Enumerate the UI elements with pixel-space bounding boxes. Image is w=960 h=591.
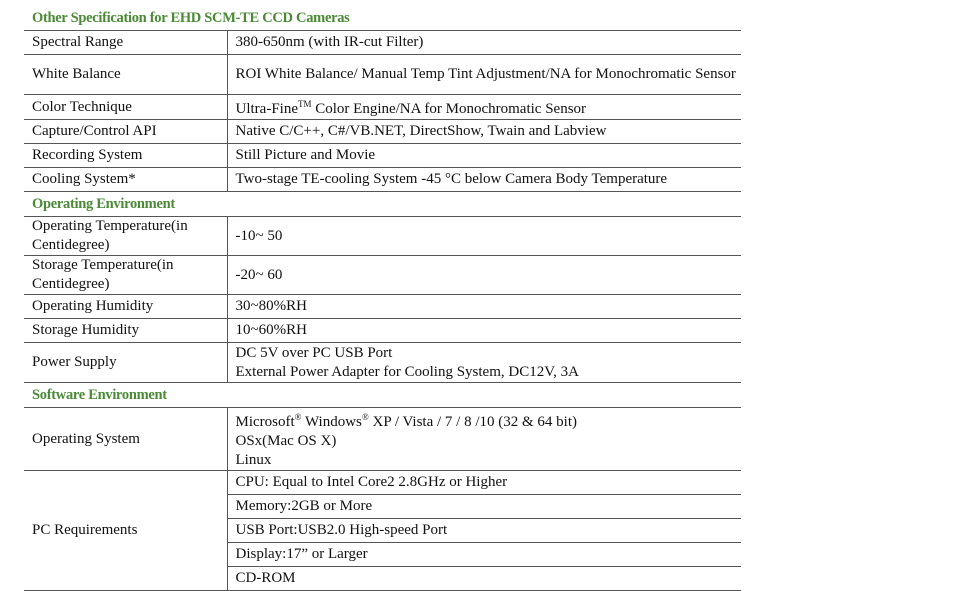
table-row xyxy=(24,343,741,383)
row-label: White Balance xyxy=(24,55,227,95)
row-value: Still Picture and Movie xyxy=(227,144,741,168)
row-value: Display:17” or Larger xyxy=(227,543,741,567)
row-label: PC Requirements xyxy=(24,471,227,591)
table-row xyxy=(24,295,741,319)
section-title: Operating Environment xyxy=(24,192,741,217)
row-value: CD-ROM xyxy=(227,567,741,591)
table-row xyxy=(24,471,741,495)
registered-mark: ® xyxy=(361,412,369,422)
row-label: Storage Humidity xyxy=(24,319,227,343)
table-row xyxy=(24,31,741,55)
row-value: Native C/C++, C#/VB.NET, DirectShow, Twain and Labview xyxy=(227,120,741,144)
section-header-operating xyxy=(24,192,741,217)
value-text: Microsoft xyxy=(235,414,295,430)
row-value: 380-650nm (with IR-cut Filter) xyxy=(227,31,741,55)
row-label: Operating System xyxy=(24,408,227,471)
value-line: Linux xyxy=(235,452,272,468)
row-value: -20~ 60 xyxy=(227,256,741,295)
row-label: Capture/Control API xyxy=(24,120,227,144)
row-value xyxy=(227,408,741,471)
registered-mark: ® xyxy=(294,412,302,422)
value-text: Windows xyxy=(301,414,362,430)
table-row xyxy=(24,120,741,144)
value-text: Color Engine/NA for Monochromatic Sensor xyxy=(311,101,587,117)
value-text: Ultra-Fine xyxy=(235,101,298,117)
row-value: -10~ 50 xyxy=(227,217,741,256)
table-row xyxy=(24,168,741,192)
table-row xyxy=(24,319,741,343)
section-title: Software Environment xyxy=(24,383,741,408)
row-label: Power Supply xyxy=(24,343,227,383)
value-line xyxy=(236,408,742,432)
table-row xyxy=(24,55,741,95)
table-row xyxy=(24,217,741,256)
trademark-mark: TM xyxy=(297,99,312,109)
table-row xyxy=(24,95,741,120)
specification-table xyxy=(24,6,741,591)
value-line: OSx(Mac OS X) xyxy=(235,433,337,449)
row-label: Storage Temperature(in Centidegree) xyxy=(24,256,227,295)
row-label: Operating Humidity xyxy=(24,295,227,319)
row-label: Spectral Range xyxy=(24,31,227,55)
row-value: CPU: Equal to Intel Core2 2.8GHz or Higher xyxy=(227,471,741,495)
row-value: ROI White Balance/ Manual Temp Tint Adjustment/NA for Monochromatic Sensor xyxy=(227,55,741,95)
section-title: Other Specification for EHD SCM-TE CCD Cameras xyxy=(24,6,741,31)
row-value xyxy=(227,95,741,120)
row-value: 30~80%RH xyxy=(227,295,741,319)
row-label: Color Technique xyxy=(24,95,227,120)
row-value xyxy=(227,343,741,383)
section-header-other xyxy=(24,6,741,31)
row-label: Cooling System* xyxy=(24,168,227,192)
value-text: XP / Vista / 7 / 8 /10 (32 & 64 bit) xyxy=(368,414,578,430)
table-row xyxy=(24,408,741,471)
value-line: DC 5V over PC USB Port xyxy=(235,344,393,361)
row-value: Memory:2GB or More xyxy=(227,495,741,519)
row-label: Operating Temperature(in Centidegree) xyxy=(24,217,227,256)
table-row xyxy=(24,144,741,168)
row-value: USB Port:USB2.0 High-speed Port xyxy=(227,519,741,543)
row-value: Two-stage TE-cooling System -45 °C below Camera Body Temperature xyxy=(227,168,741,192)
row-label: Recording System xyxy=(24,144,227,168)
section-header-software xyxy=(24,383,741,408)
row-value: 10~60%RH xyxy=(227,319,741,343)
value-line: External Power Adapter for Cooling System, DC12V, 3A xyxy=(235,363,579,380)
table-row xyxy=(24,256,741,295)
